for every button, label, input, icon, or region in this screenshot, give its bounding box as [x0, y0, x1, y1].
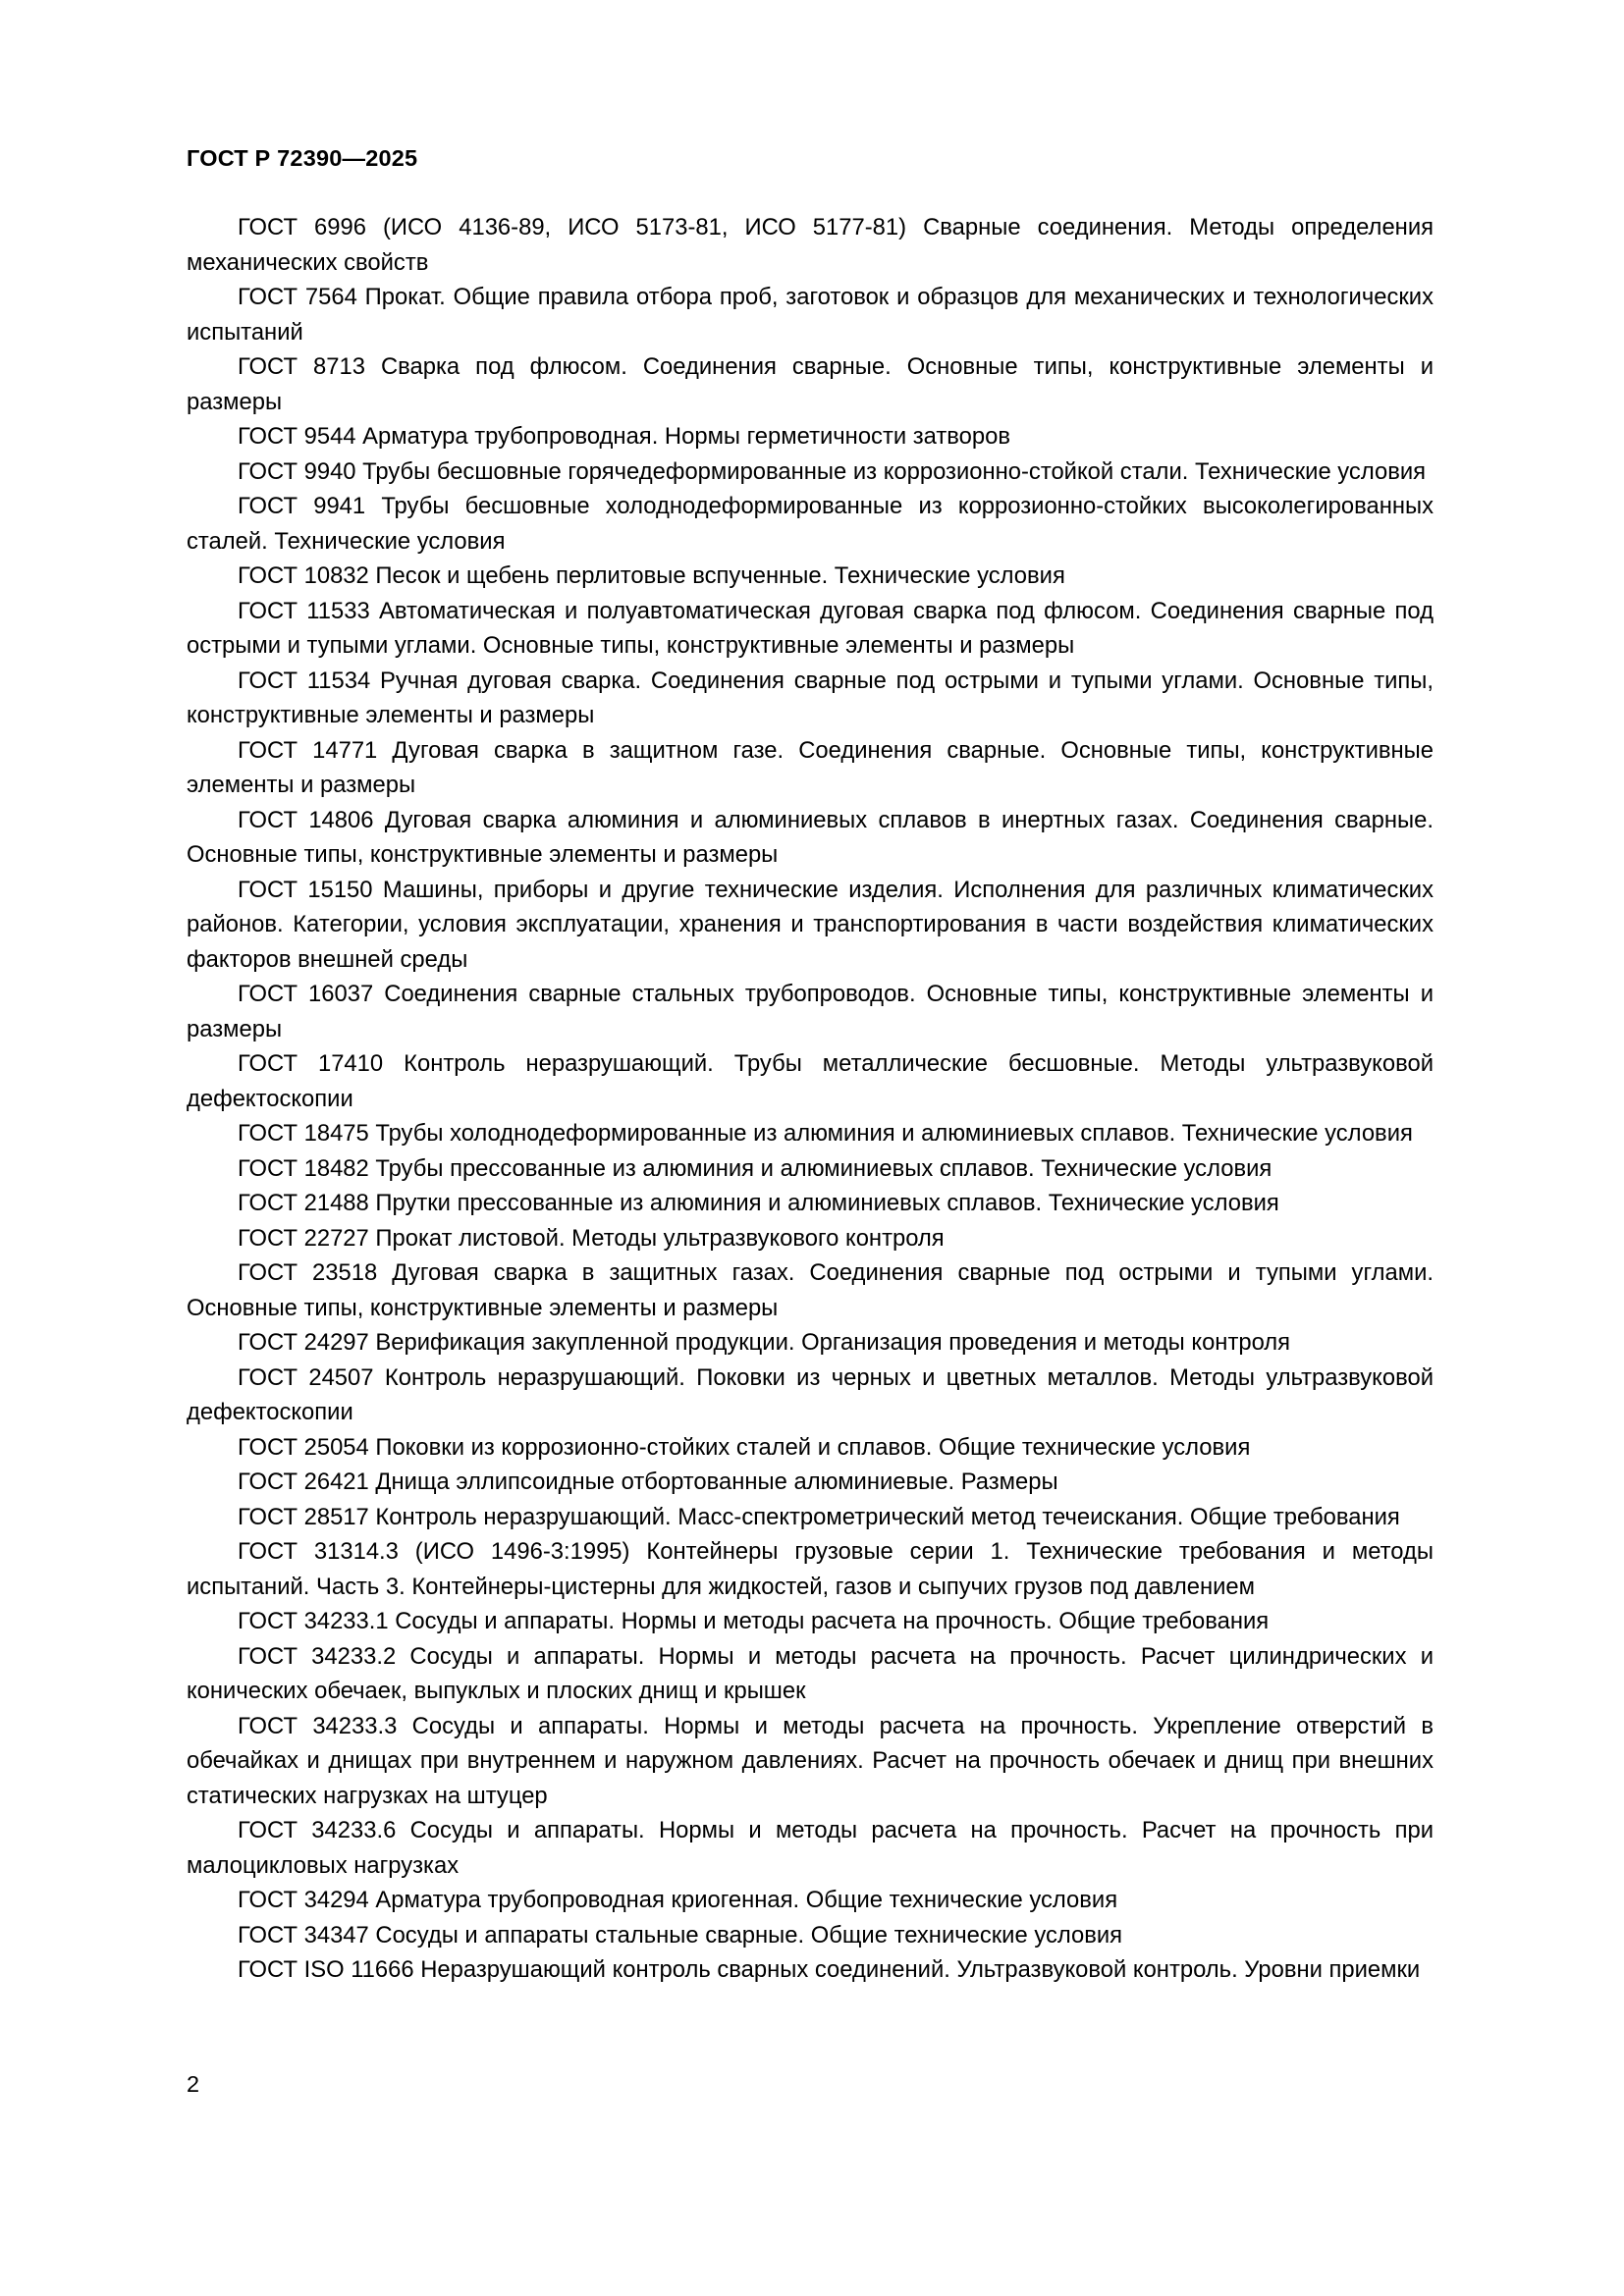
- normative-references-list: [187, 210, 1434, 1988]
- reference-item: ГОСТ 24507 Контроль неразрушающий. Поковки из черных и цветных металлов. Методы ультразвуковой дефектоскопии: [187, 1363, 1434, 1425]
- reference-item: ГОСТ 23518 Дуговая сварка в защитных газах. Соединения сварные под острыми и тупыми углами. Основные типы, конструктивные элементы и размеры: [187, 1259, 1434, 1321]
- reference-item: ГОСТ 18475 Трубы холоднодеформированные из алюминия и алюминиевых сплавов. Технические условия: [238, 1120, 1413, 1147]
- reference-item: ГОСТ 10832 Песок и щебень перлитовые вспученные. Технические условия: [238, 562, 1065, 589]
- reference-item: ГОСТ 25054 Поковки из коррозионно-стойких сталей и сплавов. Общие технические условия: [238, 1433, 1251, 1461]
- reference-item: ГОСТ 9940 Трубы бесшовные горячедеформированные из коррозионно-стойкой стали. Технические условия: [238, 457, 1427, 485]
- reference-item: ГОСТ 14771 Дуговая сварка в защитном газе. Соединения сварные. Основные типы, конструктивные элементы и размеры: [187, 736, 1434, 798]
- reference-item: ГОСТ 8713 Сварка под флюсом. Соединения сварные. Основные типы, конструктивные элементы и размеры: [187, 353, 1434, 415]
- reference-item: ГОСТ 18482 Трубы прессованные из алюминия и алюминиевых сплавов. Технические условия: [238, 1154, 1272, 1182]
- reference-item: ГОСТ 21488 Прутки прессованные из алюминия и алюминиевых сплавов. Технические условия: [238, 1190, 1279, 1216]
- reference-item: ГОСТ 34233.6 Сосуды и аппараты. Нормы и методы расчета на прочность. Расчет на прочность при малоцикловых нагрузках: [187, 1817, 1434, 1879]
- reference-item: ГОСТ 9544 Арматура трубопроводная. Нормы герметичности затворов: [238, 423, 1010, 450]
- reference-item: ГОСТ 26421 Днища эллипсоидные отбортованные алюминиевые. Размеры: [238, 1468, 1058, 1495]
- reference-item: ГОСТ 17410 Контроль неразрушающий. Трубы металлические бесшовные. Методы ультразвуковой дефектоскопии: [187, 1050, 1434, 1112]
- reference-item: ГОСТ ISO 11666 Неразрушающий контроль сварных соединений. Ультразвуковой контроль. Уровни приемки: [238, 1956, 1421, 1983]
- reference-item: ГОСТ 34233.2 Сосуды и аппараты. Нормы и методы расчета на прочность. Расчет цилиндрических и конических обечаек, выпуклых и плоских днищ и крышек: [187, 1642, 1434, 1704]
- reference-item: ГОСТ 34233.3 Сосуды и аппараты. Нормы и методы расчета на прочность. Укрепление отверстий в обечайках и днищах при внутреннем и наружном давлениях. Расчет на прочность обечаек и днищ при внешних статических нагрузках на штуцер: [187, 1712, 1434, 1809]
- page-header-standard-number: ГОСТ Р 72390—2025: [187, 145, 418, 171]
- page-number: 2: [187, 2071, 200, 2097]
- reference-item: ГОСТ 24297 Верификация закупленной продукции. Организация проведения и методы контроля: [238, 1329, 1291, 1356]
- reference-item: ГОСТ 11534 Ручная дуговая сварка. Соединения сварные под острыми и тупыми углами. Основные типы, конструктивные элементы и размеры: [187, 667, 1434, 728]
- reference-item: ГОСТ 34347 Сосуды и аппараты стальные сварные. Общие технические условия: [238, 1921, 1123, 1949]
- reference-item: ГОСТ 28517 Контроль неразрушающий. Масс-спектрометрический метод течеискания. Общие требования: [238, 1503, 1400, 1530]
- reference-item: ГОСТ 9941 Трубы бесшовные холоднодеформированные из коррозионно-стойких высоколегированных сталей. Технические условия: [187, 493, 1434, 555]
- reference-item: ГОСТ 14806 Дуговая сварка алюминия и алюминиевых сплавов в инертных газах. Соединения сварные. Основные типы, конструктивные элементы и размеры: [187, 806, 1434, 868]
- reference-item: ГОСТ 34233.1 Сосуды и аппараты. Нормы и методы расчета на прочность. Общие требования: [238, 1608, 1270, 1634]
- reference-item: ГОСТ 16037 Соединения сварные стальных трубопроводов. Основные типы, конструктивные элементы и размеры: [187, 981, 1434, 1042]
- reference-item: ГОСТ 15150 Машины, приборы и другие технические изделия. Исполнения для различных климатических районов. Категории, условия эксплуатации, хранения и транспортирования в части воздействия климатических факторов внешней среды: [187, 876, 1434, 973]
- reference-item: ГОСТ 6996 (ИСО 4136-89, ИСО 5173-81, ИСО 5177-81) Сварные соединения. Методы определения механических свойств: [187, 214, 1434, 276]
- reference-item: ГОСТ 11533 Автоматическая и полуавтоматическая дуговая сварка под флюсом. Соединения сварные под острыми и тупыми углами. Основные типы, конструктивные элементы и размеры: [187, 597, 1434, 659]
- reference-item: ГОСТ 7564 Прокат. Общие правила отбора проб, заготовок и образцов для механических и технологических испытаний: [187, 284, 1434, 346]
- reference-item: ГОСТ 22727 Прокат листовой. Методы ультразвукового контроля: [238, 1224, 945, 1252]
- reference-item: ГОСТ 31314.3 (ИСО 1496-3:1995) Контейнеры грузовые серии 1. Технические требования и методы испытаний. Часть 3. Контейнеры-цистерны для жидкостей, газов и сыпучих грузов под давлением: [187, 1538, 1434, 1600]
- reference-item: ГОСТ 34294 Арматура трубопроводная криогенная. Общие технические условия: [238, 1887, 1118, 1913]
